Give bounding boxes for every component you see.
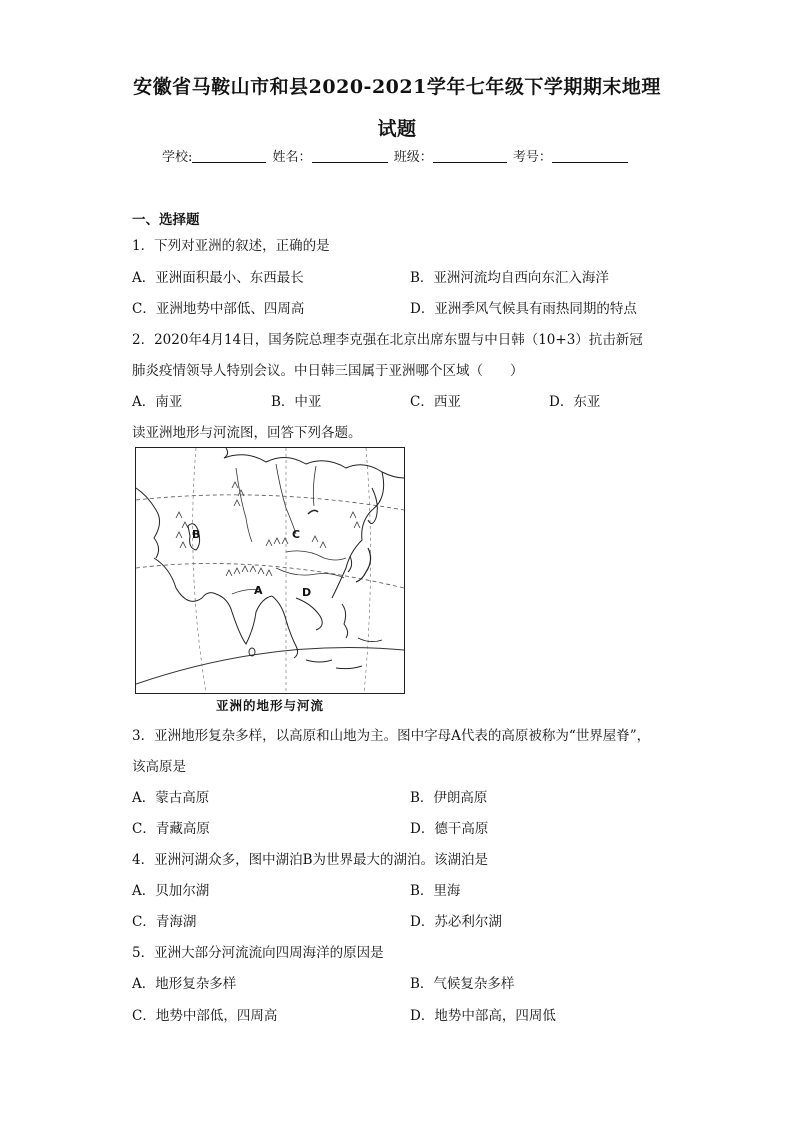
q5-option-c[interactable]: C．地势中部低，四周高 [132,1008,278,1024]
q2-option-a[interactable]: A．南亚 [132,394,183,410]
q3-option-d[interactable]: D．德干高原 [410,821,489,837]
map-label-a: A [254,584,263,597]
q3-option-c[interactable]: C．青藏高原 [132,821,210,837]
q3-option-a[interactable]: A．蒙古高原 [132,790,210,806]
asia-terrain-river-map [135,447,405,694]
q5-option-b[interactable]: B．气候复杂多样 [410,976,515,992]
q2-option-d[interactable]: D．东亚 [549,394,601,410]
q1-stem: 1．下列对亚洲的叙述，正确的是 [132,238,330,254]
q5-stem: 5．亚洲大部分河流流向四周海洋的原因是 [132,945,384,961]
q5-option-a[interactable]: A．地形复杂多样 [132,976,237,992]
section-heading: 一、选择题 [132,212,200,228]
q2-option-c[interactable]: C．西亚 [410,394,461,410]
school-blank[interactable] [192,148,266,163]
q1-option-d[interactable]: D．亚洲季风气候具有雨热同期的特点 [410,301,637,317]
q1-option-b[interactable]: B．亚洲河流均自西向东汇入海洋 [410,270,609,286]
map-caption: 亚洲的地形与河流 [215,698,324,713]
q4-option-a[interactable]: A．贝加尔湖 [132,883,210,899]
class-blank[interactable] [433,148,507,163]
number-label: 考号： [512,150,552,165]
q1-option-c[interactable]: C．亚洲地势中部低、四周高 [132,301,305,317]
number-blank[interactable] [552,148,628,163]
exam-title-line1: 安徽省马鞍山市和县2020-2021学年七年级下学期期末地理 [133,76,661,98]
q5-option-d[interactable]: D．地势中部高，四周低 [410,1008,556,1024]
q4-option-c[interactable]: C．青海湖 [132,914,197,930]
name-label: 姓名： [272,150,312,165]
q4-option-b[interactable]: B．里海 [410,883,461,899]
q3-stem-line1: 3．亚洲地形复杂多样，以高原和山地为主。图中字母A代表的高原被称为“世界屋脊”， [132,728,651,744]
q2-option-b[interactable]: B．中亚 [271,394,322,410]
school-label: 学校: [162,150,193,165]
q4-stem: 4．亚洲河湖众多，图中湖泊B为世界最大的湖泊。该湖泊是 [132,852,489,868]
q4-option-d[interactable]: D．苏必利尔湖 [410,914,502,930]
map-label-b: B [192,528,201,541]
q3-option-b[interactable]: B．伊朗高原 [410,790,488,806]
q1-option-a[interactable]: A．亚洲面积最小、东西最长 [132,270,304,286]
q2-stem-line1: 2．2020年4月14日，国务院总理李克强在北京出席东盟与中日韩（10+3）抗击新冠 [132,332,643,348]
student-info-row [162,146,630,165]
q2-stem-line2: 肺炎疫情领导人特别会议。中日韩三国属于亚洲哪个区域（ ） [132,363,524,379]
name-blank[interactable] [312,148,388,163]
map-intro: 读亚洲地形与河流图，回答下列各题。 [132,425,362,441]
class-label: 班级： [393,150,433,165]
map-label-c: C [292,528,301,541]
q3-stem-line2: 该高原是 [132,759,186,775]
map-drawing [136,448,404,693]
exam-title-line2: 试题 [377,118,417,140]
map-label-d: D [302,586,312,599]
